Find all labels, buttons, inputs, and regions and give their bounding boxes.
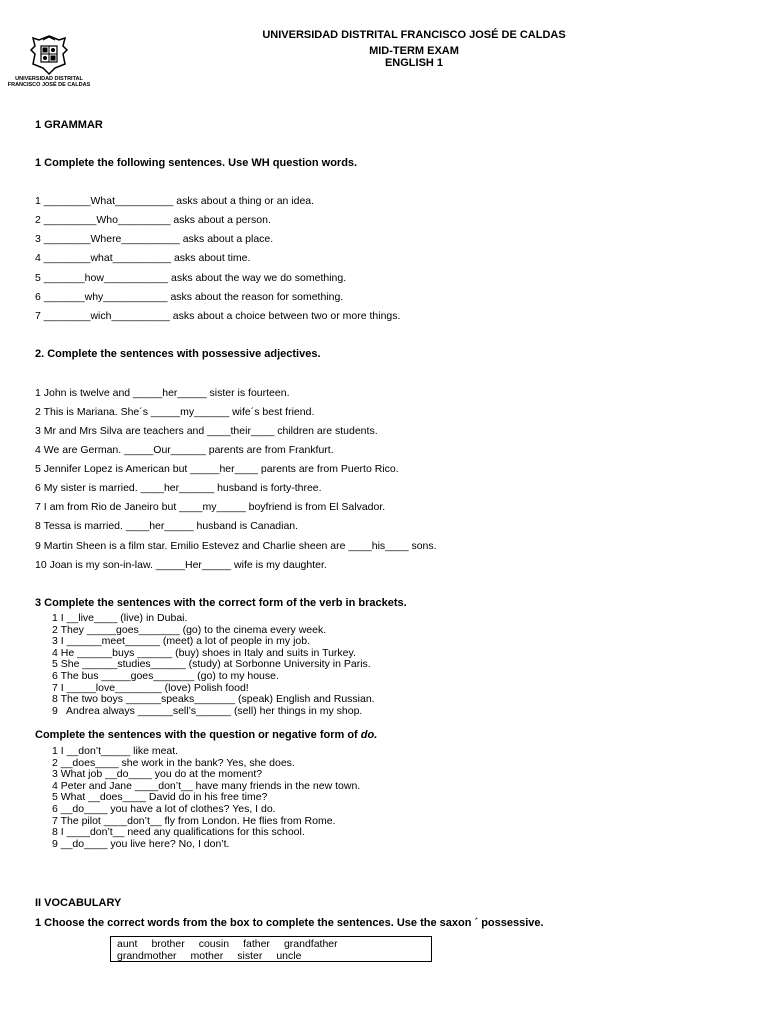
part1-item: 5 _______how___________ asks about the way we do something.: [35, 272, 347, 284]
word-box-word: cousin: [198, 938, 230, 950]
word-box-word: uncle: [276, 950, 302, 962]
part3-item: 1 I __live____ (live) in Dubai.: [52, 612, 188, 624]
part2-item: 1 John is twelve and _____her_____ sister is fourteen.: [35, 387, 290, 399]
part2-item: 4 We are German. _____Our______ parents are from Frankfurt.: [35, 444, 334, 456]
part2-item: 3 Mr and Mrs Silva are teachers and ____their____ children are students.: [35, 425, 378, 437]
part4-instruction: [35, 729, 377, 741]
part4-instruction-word: do.: [360, 729, 378, 741]
word-box-word: father: [243, 938, 270, 950]
part3-item: 8 The two boys ______speaks_______ (speak) English and Russian.: [52, 693, 375, 706]
word-box-word: aunt: [117, 938, 138, 950]
part4-instruction-text: Complete the sentences with the question or negative form of: [35, 729, 361, 741]
part4-item: 5 What __does____ David do in his free time?: [52, 791, 268, 804]
part4-item: 3 What job __do____ you do at the moment?: [52, 768, 263, 781]
part2-item: 6 My sister is married. ____her______ husband is forty-three.: [35, 482, 322, 494]
vocabulary-instruction: 1 Choose the correct words from the box to complete the sentences. Use the saxon ´ possessive.: [35, 917, 544, 929]
part2-instruction: 2. Complete the sentences with possessive adjectives.: [35, 348, 321, 360]
part3-item: 5 She ______studies______ (study) at Sorbonne University in Paris.: [52, 658, 371, 671]
word-box-word: mother: [190, 950, 224, 962]
part2-item: 7 I am from Rio de Janeiro but ____my_____ boyfriend is from El Salvador.: [35, 501, 386, 513]
logo-text-line1: UNIVERSIDAD DISTRITAL: [15, 76, 83, 82]
part1-item: 2 _________Who_________ asks about a person.: [35, 214, 271, 226]
part2-item: 2 This is Mariana. She´s _____my______ wife´s best friend.: [35, 406, 315, 418]
part2-item: 9 Martin Sheen is a film star. Emilio Estevez and Charlie sheen are ____his____ sons.: [35, 540, 437, 552]
part2-item: 8 Tessa is married. ____her_____ husband is Canadian.: [35, 520, 299, 532]
part3-item: 6 The bus _____goes_______ (go) to my house.: [52, 669, 279, 682]
exam-title: MID-TERM EXAM: [369, 45, 459, 57]
part1-item: 1 ________What__________ asks about a thing or an idea.: [35, 195, 315, 207]
word-box-word: grandmother: [117, 950, 177, 962]
vocabulary-title: II VOCABULARY: [35, 897, 122, 909]
word-box-word: brother: [151, 938, 185, 950]
course-title: ENGLISH 1: [384, 57, 444, 69]
part4-item: 7 The pilot ____don’t__ fly from London. He flies from Rome.: [52, 814, 336, 827]
part3-instruction: 3 Complete the sentences with the correct form of the verb in brackets.: [35, 597, 407, 609]
part4-item: 6 __do____ you have a lot of clothes? Yes, I do.: [52, 802, 276, 815]
part3-list: [35, 613, 375, 717]
word-box-row-2: [117, 950, 431, 962]
part1-item: 4 ________what__________ asks about time.: [35, 252, 251, 264]
part2-item: 5 Jennifer Lopez is American but _____her____ parents are from Puerto Rico.: [35, 463, 399, 475]
part3-item: 2 They _____goes_______ (go) to the cinema every week.: [52, 623, 327, 636]
part3-item: 3 I ______meet______ (meet) a lot of people in my job.: [52, 635, 310, 648]
part4-item: 2 __does____ she work in the bank? Yes, she does.: [52, 756, 295, 769]
part4-item: 9 __do____ you live here? No, I don’t.: [52, 837, 230, 850]
word-box-row-1: [117, 938, 431, 950]
logo-text-line2: FRANCISCO JOSÉ DE CALDAS: [7, 82, 91, 88]
part4-list: [35, 746, 360, 850]
part3-item: 4 He ______buys ______ (buy) shoes in Italy and suits in Turkey.: [52, 646, 356, 659]
part3-item: 9 Andrea always ______sell’s______ (sell) her things in my shop.: [52, 704, 363, 717]
part4-item: 4 Peter and Jane ____don’t__ have many friends in the new town.: [52, 779, 361, 792]
word-box-word: grandfather: [283, 938, 338, 950]
part1-item: 7 ________wich__________ asks about a choice between two or more things.: [35, 310, 401, 322]
part3-item: 7 I _____love________ (love) Polish food!: [52, 681, 249, 694]
part4-item: 1 I __don’t_____ like meat.: [52, 745, 179, 757]
part1-instruction: 1 Complete the following sentences. Use WH question words.: [35, 157, 358, 169]
part1-item: 3 ________Where__________ asks about a place.: [35, 233, 274, 245]
university-title: UNIVERSIDAD DISTRITAL FRANCISCO JOSÉ DE CALDAS: [262, 29, 566, 41]
word-box: [110, 936, 432, 962]
grammar-title: 1 GRAMMAR: [35, 119, 103, 131]
part1-item: 6 _______why___________ asks about the reason for something.: [35, 291, 344, 303]
word-box-word: sister: [237, 950, 263, 962]
part4-item: 8 I ____don’t__ need any qualifications for this school.: [52, 826, 305, 839]
part2-item: 10 Joan is my son-in-law. _____Her_____ wife is my daughter.: [35, 559, 327, 571]
